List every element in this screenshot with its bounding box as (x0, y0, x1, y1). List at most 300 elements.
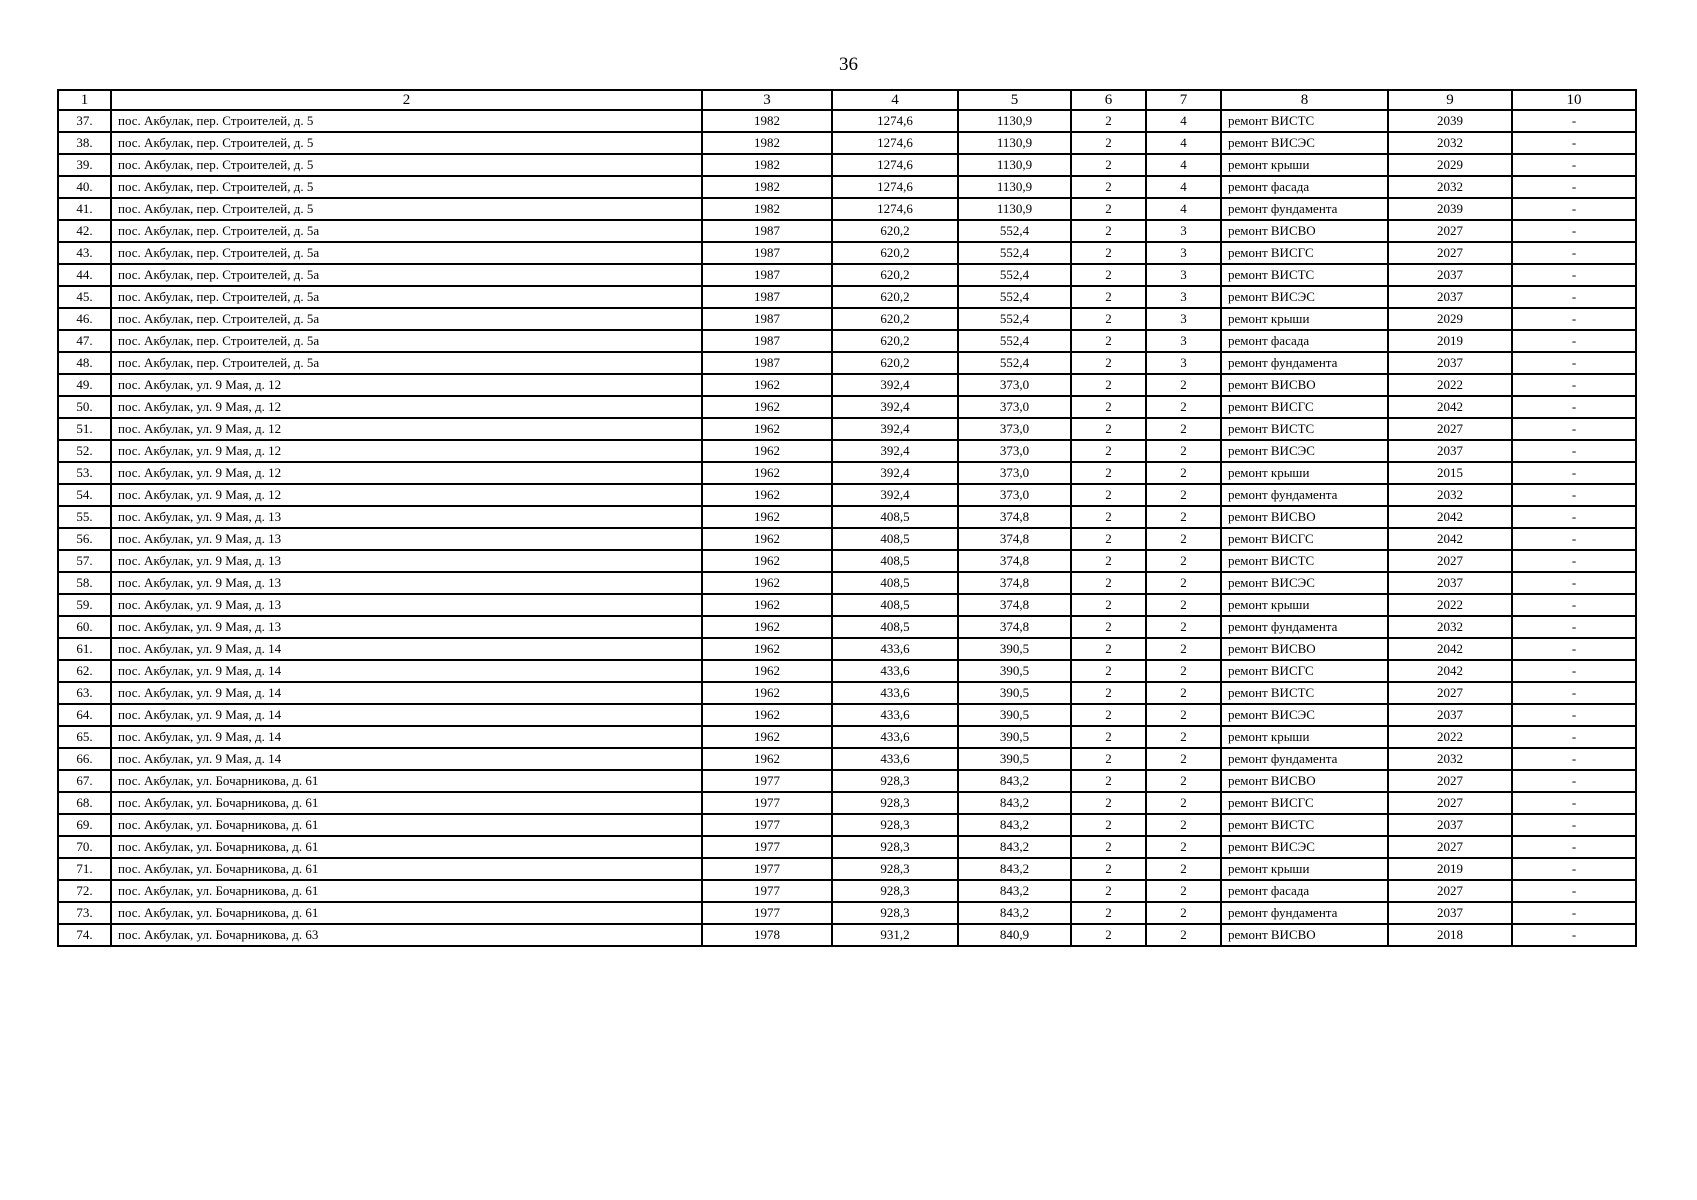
table-cell-col-4: 1274,6 (832, 132, 958, 154)
table-cell-col-4: 620,2 (832, 308, 958, 330)
table-cell-col-5: 390,5 (958, 660, 1071, 682)
table-cell-col-1: 54. (58, 484, 111, 506)
table-cell-col-4: 433,6 (832, 704, 958, 726)
table-cell-col-1: 53. (58, 462, 111, 484)
table-cell-col-1: 70. (58, 836, 111, 858)
table-cell-col-1: 69. (58, 814, 111, 836)
table-cell-col-5: 552,4 (958, 220, 1071, 242)
table-cell-col-7: 3 (1146, 308, 1221, 330)
table-row (58, 572, 1636, 594)
table-cell-col-6: 2 (1071, 880, 1146, 902)
table-cell-col-4: 408,5 (832, 616, 958, 638)
table-row (58, 330, 1636, 352)
table-cell-col-9: 2022 (1388, 726, 1512, 748)
table-cell-col-10: - (1512, 528, 1636, 550)
table-cell-col-6: 2 (1071, 198, 1146, 220)
table-cell-col-7: 2 (1146, 396, 1221, 418)
table-cell-col-2: пос. Акбулак, ул. Бочарникова, д. 61 (111, 902, 702, 924)
table-cell-col-5: 374,8 (958, 528, 1071, 550)
table-cell-col-6: 2 (1071, 484, 1146, 506)
table-cell-col-5: 373,0 (958, 462, 1071, 484)
table-cell-col-4: 928,3 (832, 814, 958, 836)
table-row (58, 286, 1636, 308)
table-cell-col-9: 2027 (1388, 220, 1512, 242)
table-cell-col-3: 1977 (702, 880, 832, 902)
table-cell-col-10: - (1512, 110, 1636, 132)
table-cell-col-3: 1982 (702, 132, 832, 154)
table-cell-col-8: ремонт ВИСВО (1221, 770, 1388, 792)
table-cell-col-7: 2 (1146, 550, 1221, 572)
table-cell-col-3: 1962 (702, 704, 832, 726)
table-cell-col-10: - (1512, 440, 1636, 462)
table-body (58, 110, 1636, 946)
table-cell-col-5: 1130,9 (958, 198, 1071, 220)
table-cell-col-9: 2022 (1388, 374, 1512, 396)
table-row (58, 132, 1636, 154)
table-cell-col-4: 620,2 (832, 330, 958, 352)
table-cell-col-1: 68. (58, 792, 111, 814)
table-cell-col-9: 2037 (1388, 440, 1512, 462)
table-cell-col-8: ремонт ВИСГС (1221, 396, 1388, 418)
table-cell-col-7: 4 (1146, 110, 1221, 132)
table-cell-col-4: 433,6 (832, 682, 958, 704)
table-cell-col-2: пос. Акбулак, пер. Строителей, д. 5а (111, 286, 702, 308)
table-cell-col-6: 2 (1071, 616, 1146, 638)
table-cell-col-9: 2042 (1388, 660, 1512, 682)
table-cell-col-8: ремонт ВИСВО (1221, 374, 1388, 396)
table-cell-col-6: 2 (1071, 550, 1146, 572)
table-cell-col-1: 57. (58, 550, 111, 572)
table-cell-col-9: 2027 (1388, 418, 1512, 440)
table-cell-col-2: пос. Акбулак, пер. Строителей, д. 5а (111, 308, 702, 330)
table-cell-col-7: 2 (1146, 924, 1221, 946)
table-cell-col-1: 49. (58, 374, 111, 396)
table-cell-col-6: 2 (1071, 770, 1146, 792)
table-cell-col-5: 373,0 (958, 418, 1071, 440)
table-header-row (58, 90, 1636, 110)
table-cell-col-6: 2 (1071, 814, 1146, 836)
table-row (58, 176, 1636, 198)
table-cell-col-2: пос. Акбулак, ул. Бочарникова, д. 61 (111, 814, 702, 836)
table-row (58, 704, 1636, 726)
table-cell-col-3: 1962 (702, 660, 832, 682)
table-cell-col-4: 1274,6 (832, 198, 958, 220)
table-cell-col-7: 2 (1146, 418, 1221, 440)
table-cell-col-7: 2 (1146, 748, 1221, 770)
table-cell-col-2: пос. Акбулак, пер. Строителей, д. 5а (111, 264, 702, 286)
table-row (58, 682, 1636, 704)
table-cell-col-3: 1977 (702, 770, 832, 792)
table-cell-col-2: пос. Акбулак, пер. Строителей, д. 5 (111, 110, 702, 132)
table-cell-col-7: 2 (1146, 528, 1221, 550)
table-cell-col-5: 373,0 (958, 374, 1071, 396)
table-cell-col-10: - (1512, 176, 1636, 198)
table-cell-col-1: 59. (58, 594, 111, 616)
table-cell-col-9: 2032 (1388, 484, 1512, 506)
table-cell-col-7: 2 (1146, 770, 1221, 792)
table-cell-col-6: 2 (1071, 682, 1146, 704)
table-cell-col-8: ремонт ВИСВО (1221, 638, 1388, 660)
table-cell-col-6: 2 (1071, 528, 1146, 550)
table-row (58, 770, 1636, 792)
table-cell-col-7: 2 (1146, 638, 1221, 660)
table-row (58, 396, 1636, 418)
table-cell-col-9: 2027 (1388, 792, 1512, 814)
table-row (58, 594, 1636, 616)
table-cell-col-4: 620,2 (832, 352, 958, 374)
column-header-1: 1 (58, 90, 111, 110)
table-cell-col-10: - (1512, 242, 1636, 264)
table-cell-col-5: 374,8 (958, 616, 1071, 638)
table-row (58, 902, 1636, 924)
table-cell-col-5: 374,8 (958, 506, 1071, 528)
table-row (58, 484, 1636, 506)
table-cell-col-1: 66. (58, 748, 111, 770)
table-cell-col-7: 2 (1146, 792, 1221, 814)
table-cell-col-10: - (1512, 132, 1636, 154)
table-cell-col-7: 4 (1146, 176, 1221, 198)
table-cell-col-5: 390,5 (958, 726, 1071, 748)
table-cell-col-7: 2 (1146, 836, 1221, 858)
table-cell-col-10: - (1512, 902, 1636, 924)
table-cell-col-6: 2 (1071, 792, 1146, 814)
table-cell-col-9: 2032 (1388, 616, 1512, 638)
table-cell-col-2: пос. Акбулак, пер. Строителей, д. 5 (111, 176, 702, 198)
table-cell-col-9: 2032 (1388, 132, 1512, 154)
table-cell-col-10: - (1512, 396, 1636, 418)
table-cell-col-9: 2042 (1388, 528, 1512, 550)
table-cell-col-1: 52. (58, 440, 111, 462)
table-cell-col-10: - (1512, 748, 1636, 770)
table-cell-col-10: - (1512, 770, 1636, 792)
table-cell-col-2: пос. Акбулак, ул. 9 Мая, д. 12 (111, 440, 702, 462)
table-cell-col-6: 2 (1071, 704, 1146, 726)
table-cell-col-9: 2037 (1388, 352, 1512, 374)
table-cell-col-6: 2 (1071, 924, 1146, 946)
table-cell-col-8: ремонт ВИСВО (1221, 924, 1388, 946)
repair-schedule-table (57, 89, 1637, 947)
table-cell-col-2: пос. Акбулак, пер. Строителей, д. 5 (111, 132, 702, 154)
table-cell-col-2: пос. Акбулак, ул. 9 Мая, д. 12 (111, 462, 702, 484)
table-cell-col-3: 1987 (702, 242, 832, 264)
table-cell-col-7: 2 (1146, 660, 1221, 682)
table-cell-col-5: 552,4 (958, 352, 1071, 374)
table-cell-col-9: 2039 (1388, 198, 1512, 220)
table-cell-col-6: 2 (1071, 858, 1146, 880)
table-cell-col-10: - (1512, 880, 1636, 902)
table-cell-col-2: пос. Акбулак, пер. Строителей, д. 5а (111, 242, 702, 264)
table-cell-col-10: - (1512, 286, 1636, 308)
table-cell-col-8: ремонт фундамента (1221, 352, 1388, 374)
table-cell-col-10: - (1512, 594, 1636, 616)
table-cell-col-3: 1962 (702, 506, 832, 528)
table-cell-col-2: пос. Акбулак, ул. 9 Мая, д. 13 (111, 528, 702, 550)
table-cell-col-9: 2037 (1388, 572, 1512, 594)
table-cell-col-5: 1130,9 (958, 132, 1071, 154)
table-cell-col-2: пос. Акбулак, пер. Строителей, д. 5а (111, 330, 702, 352)
table-cell-col-3: 1987 (702, 352, 832, 374)
table-cell-col-2: пос. Акбулак, пер. Строителей, д. 5 (111, 198, 702, 220)
table-cell-col-5: 840,9 (958, 924, 1071, 946)
table-cell-col-5: 1130,9 (958, 110, 1071, 132)
table-row (58, 550, 1636, 572)
column-header-5: 5 (958, 90, 1071, 110)
table-cell-col-3: 1962 (702, 748, 832, 770)
table-cell-col-7: 3 (1146, 220, 1221, 242)
table-cell-col-2: пос. Акбулак, ул. Бочарникова, д. 61 (111, 880, 702, 902)
table-cell-col-6: 2 (1071, 220, 1146, 242)
table-cell-col-2: пос. Акбулак, ул. 9 Мая, д. 12 (111, 484, 702, 506)
table-cell-col-8: ремонт фундамента (1221, 484, 1388, 506)
table-cell-col-7: 3 (1146, 330, 1221, 352)
table-cell-col-8: ремонт фасада (1221, 330, 1388, 352)
table-cell-col-5: 552,4 (958, 264, 1071, 286)
table-cell-col-2: пос. Акбулак, пер. Строителей, д. 5а (111, 352, 702, 374)
table-cell-col-3: 1962 (702, 396, 832, 418)
table-cell-col-7: 2 (1146, 726, 1221, 748)
table-cell-col-9: 2037 (1388, 264, 1512, 286)
table-row (58, 352, 1636, 374)
table-row (58, 726, 1636, 748)
table-cell-col-5: 552,4 (958, 330, 1071, 352)
table-cell-col-6: 2 (1071, 374, 1146, 396)
table-cell-col-6: 2 (1071, 110, 1146, 132)
table-cell-col-1: 47. (58, 330, 111, 352)
table-cell-col-9: 2037 (1388, 902, 1512, 924)
table-cell-col-6: 2 (1071, 176, 1146, 198)
table-cell-col-6: 2 (1071, 440, 1146, 462)
table-cell-col-10: - (1512, 616, 1636, 638)
table-cell-col-6: 2 (1071, 462, 1146, 484)
table-cell-col-3: 1977 (702, 814, 832, 836)
table-cell-col-2: пос. Акбулак, ул. 9 Мая, д. 14 (111, 704, 702, 726)
table-cell-col-2: пос. Акбулак, ул. 9 Мая, д. 13 (111, 572, 702, 594)
column-header-3: 3 (702, 90, 832, 110)
table-cell-col-10: - (1512, 418, 1636, 440)
table-cell-col-7: 3 (1146, 286, 1221, 308)
table-cell-col-6: 2 (1071, 418, 1146, 440)
table-cell-col-3: 1987 (702, 286, 832, 308)
table-cell-col-1: 48. (58, 352, 111, 374)
table-cell-col-3: 1977 (702, 792, 832, 814)
table-cell-col-7: 4 (1146, 132, 1221, 154)
table-cell-col-5: 552,4 (958, 242, 1071, 264)
table-cell-col-4: 1274,6 (832, 176, 958, 198)
table-cell-col-4: 433,6 (832, 660, 958, 682)
table-cell-col-9: 2042 (1388, 396, 1512, 418)
table-cell-col-6: 2 (1071, 638, 1146, 660)
table-cell-col-6: 2 (1071, 506, 1146, 528)
table-cell-col-1: 44. (58, 264, 111, 286)
table-cell-col-10: - (1512, 220, 1636, 242)
table-cell-col-8: ремонт крыши (1221, 154, 1388, 176)
page-number: 36 (839, 54, 858, 75)
table-cell-col-2: пос. Акбулак, ул. 9 Мая, д. 12 (111, 396, 702, 418)
table-row (58, 814, 1636, 836)
table-cell-col-1: 40. (58, 176, 111, 198)
table-cell-col-3: 1962 (702, 616, 832, 638)
table-cell-col-4: 928,3 (832, 880, 958, 902)
table-cell-col-8: ремонт ВИСТС (1221, 550, 1388, 572)
table-cell-col-10: - (1512, 704, 1636, 726)
table-row (58, 924, 1636, 946)
table-cell-col-8: ремонт ВИСТС (1221, 814, 1388, 836)
table-cell-col-9: 2037 (1388, 814, 1512, 836)
table-cell-col-7: 2 (1146, 880, 1221, 902)
table-cell-col-9: 2027 (1388, 682, 1512, 704)
table-cell-col-3: 1982 (702, 198, 832, 220)
table-cell-col-8: ремонт крыши (1221, 726, 1388, 748)
table-cell-col-10: - (1512, 682, 1636, 704)
table-cell-col-5: 552,4 (958, 308, 1071, 330)
table-cell-col-3: 1977 (702, 858, 832, 880)
table-cell-col-6: 2 (1071, 132, 1146, 154)
table-cell-col-10: - (1512, 264, 1636, 286)
table-cell-col-8: ремонт ВИСЭС (1221, 286, 1388, 308)
table-cell-col-5: 843,2 (958, 814, 1071, 836)
table-cell-col-7: 2 (1146, 814, 1221, 836)
table-cell-col-1: 55. (58, 506, 111, 528)
table-cell-col-4: 620,2 (832, 264, 958, 286)
table-cell-col-3: 1977 (702, 902, 832, 924)
table-cell-col-5: 843,2 (958, 858, 1071, 880)
table-row (58, 638, 1636, 660)
table-cell-col-9: 2019 (1388, 330, 1512, 352)
table-cell-col-8: ремонт фасада (1221, 880, 1388, 902)
table-row (58, 836, 1636, 858)
table-cell-col-1: 64. (58, 704, 111, 726)
table-cell-col-1: 62. (58, 660, 111, 682)
table-cell-col-10: - (1512, 484, 1636, 506)
table-cell-col-3: 1987 (702, 308, 832, 330)
table-cell-col-9: 2032 (1388, 748, 1512, 770)
table-cell-col-9: 2027 (1388, 836, 1512, 858)
table-cell-col-1: 58. (58, 572, 111, 594)
table-cell-col-10: - (1512, 308, 1636, 330)
table-cell-col-3: 1962 (702, 528, 832, 550)
table-cell-col-9: 2027 (1388, 242, 1512, 264)
table-row (58, 308, 1636, 330)
table-cell-col-6: 2 (1071, 154, 1146, 176)
table-cell-col-1: 73. (58, 902, 111, 924)
table-cell-col-4: 1274,6 (832, 110, 958, 132)
table-cell-col-6: 2 (1071, 902, 1146, 924)
table-cell-col-1: 37. (58, 110, 111, 132)
table-cell-col-4: 408,5 (832, 550, 958, 572)
table-cell-col-4: 392,4 (832, 374, 958, 396)
table-cell-col-8: ремонт крыши (1221, 858, 1388, 880)
table-cell-col-3: 1962 (702, 594, 832, 616)
table-cell-col-9: 2027 (1388, 880, 1512, 902)
table-cell-col-8: ремонт ВИСГС (1221, 660, 1388, 682)
column-header-7: 7 (1146, 90, 1221, 110)
table-cell-col-1: 61. (58, 638, 111, 660)
table-cell-col-8: ремонт ВИСЭС (1221, 572, 1388, 594)
table-cell-col-1: 63. (58, 682, 111, 704)
table-cell-col-5: 390,5 (958, 638, 1071, 660)
table-cell-col-4: 408,5 (832, 594, 958, 616)
table-cell-col-3: 1987 (702, 330, 832, 352)
table-cell-col-3: 1962 (702, 682, 832, 704)
table-cell-col-3: 1978 (702, 924, 832, 946)
table-cell-col-9: 2042 (1388, 506, 1512, 528)
table-cell-col-7: 2 (1146, 484, 1221, 506)
table-cell-col-4: 433,6 (832, 638, 958, 660)
table-cell-col-6: 2 (1071, 286, 1146, 308)
table-cell-col-10: - (1512, 352, 1636, 374)
table-cell-col-1: 67. (58, 770, 111, 792)
table-cell-col-2: пос. Акбулак, ул. 9 Мая, д. 13 (111, 594, 702, 616)
table-cell-col-8: ремонт фундамента (1221, 198, 1388, 220)
table-cell-col-2: пос. Акбулак, ул. 9 Мая, д. 12 (111, 418, 702, 440)
table-cell-col-1: 65. (58, 726, 111, 748)
column-header-6: 6 (1071, 90, 1146, 110)
table-cell-col-8: ремонт фундамента (1221, 748, 1388, 770)
table-cell-col-8: ремонт ВИСГС (1221, 242, 1388, 264)
table-cell-col-6: 2 (1071, 352, 1146, 374)
table-cell-col-2: пос. Акбулак, ул. Бочарникова, д. 61 (111, 792, 702, 814)
table-cell-col-1: 74. (58, 924, 111, 946)
table-cell-col-4: 408,5 (832, 528, 958, 550)
table-cell-col-5: 843,2 (958, 880, 1071, 902)
table-cell-col-6: 2 (1071, 572, 1146, 594)
table-cell-col-1: 72. (58, 880, 111, 902)
table-cell-col-7: 2 (1146, 616, 1221, 638)
table-cell-col-4: 928,3 (832, 792, 958, 814)
table-cell-col-4: 408,5 (832, 506, 958, 528)
table-row (58, 880, 1636, 902)
table-cell-col-6: 2 (1071, 660, 1146, 682)
table-row (58, 154, 1636, 176)
table-cell-col-1: 60. (58, 616, 111, 638)
table-cell-col-9: 2015 (1388, 462, 1512, 484)
table-cell-col-9: 2027 (1388, 770, 1512, 792)
table-cell-col-10: - (1512, 814, 1636, 836)
table-cell-col-1: 51. (58, 418, 111, 440)
table-cell-col-10: - (1512, 572, 1636, 594)
table-cell-col-7: 2 (1146, 594, 1221, 616)
table-cell-col-10: - (1512, 506, 1636, 528)
table-cell-col-9: 2022 (1388, 594, 1512, 616)
table-cell-col-6: 2 (1071, 264, 1146, 286)
table-cell-col-8: ремонт ВИСТС (1221, 418, 1388, 440)
table-cell-col-9: 2027 (1388, 550, 1512, 572)
column-header-9: 9 (1388, 90, 1512, 110)
table-cell-col-2: пос. Акбулак, ул. Бочарникова, д. 61 (111, 836, 702, 858)
table-cell-col-4: 620,2 (832, 286, 958, 308)
table-cell-col-10: - (1512, 374, 1636, 396)
column-header-4: 4 (832, 90, 958, 110)
table-cell-col-3: 1982 (702, 154, 832, 176)
table-cell-col-4: 392,4 (832, 418, 958, 440)
table-cell-col-8: ремонт ВИСЭС (1221, 704, 1388, 726)
table-cell-col-9: 2032 (1388, 176, 1512, 198)
table-row (58, 264, 1636, 286)
table-cell-col-2: пос. Акбулак, ул. 9 Мая, д. 12 (111, 374, 702, 396)
table-cell-col-10: - (1512, 924, 1636, 946)
table-cell-col-1: 46. (58, 308, 111, 330)
table-row (58, 374, 1636, 396)
table-cell-col-10: - (1512, 792, 1636, 814)
table-cell-col-2: пос. Акбулак, ул. Бочарникова, д. 63 (111, 924, 702, 946)
table-cell-col-4: 433,6 (832, 748, 958, 770)
table-cell-col-2: пос. Акбулак, ул. 9 Мая, д. 13 (111, 550, 702, 572)
table-cell-col-4: 392,4 (832, 484, 958, 506)
table-cell-col-5: 843,2 (958, 770, 1071, 792)
table-cell-col-5: 374,8 (958, 572, 1071, 594)
table-cell-col-4: 620,2 (832, 220, 958, 242)
table-cell-col-5: 1130,9 (958, 154, 1071, 176)
